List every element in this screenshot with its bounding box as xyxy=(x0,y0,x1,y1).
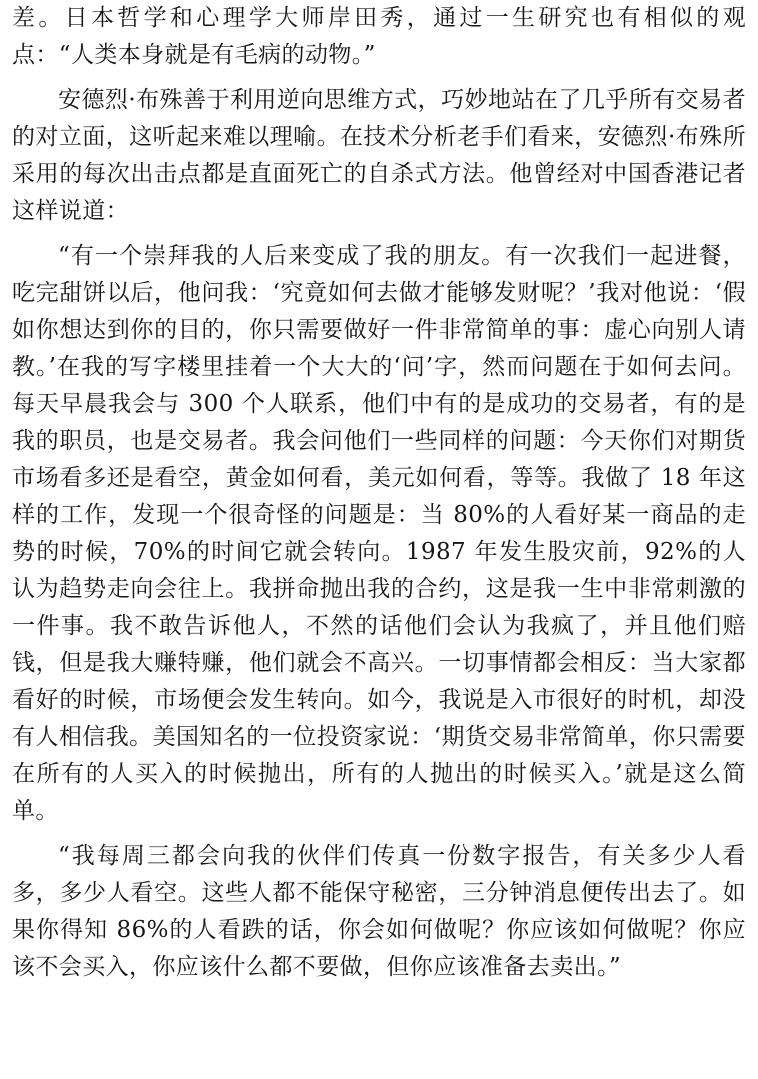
paragraph-gap xyxy=(12,230,746,238)
paragraph-gap xyxy=(12,74,746,82)
paragraph-quote-main: “有一个崇拜我的人后来变成了我的朋友。有一次我们一起进餐，吃完甜饼以后，他问我：‘究竟如何去做才能够发财呢？’我对他说：‘假如你想达到你的目的，你只需要做好一件非常简单的事：虚心向别人请教。’在我的写字楼里挂着一个大大的‘问’字，然而问题在于如何去问。每天早晨我会与 300 个人联系，他们中有的是成功的交易者，有的是我的职员，也是交易者。我会问他们一些同样的问题：今天你们对期货市场看多还是看空，黄金如何看，美元如何看，等等。我做了 18 年这样的工作，发现一个很奇怪的问题是：当 80%的人看好某一商品的走势的时候，70%的时间它就会转向。1987 年发生股灾前，92%的人认为趋势走向会往上。我拼命抛出我的合约，这是我一生中非常刺激的一件事。我不敢告诉他人，不然的话他们会认为我疯了，并且他们赔钱，但是我大赚特赚，他们就会不高兴。一切事情都会相反：当大家都看好的时候，市场便会发生转向。如今，我说是入市很好的时机，却没有人相信我。美国知名的一位投资家说：‘期货交易非常简单，你只需要在所有的人买入的时候抛出，所有的人抛出的时候买入。’就是这么简单。 xyxy=(12,243,746,824)
paragraph-andre-bush-intro: 安德烈·布殊善于利用逆向思维方式，巧妙地站在了几乎所有交易者的对立面，这听起来难以理喻。在技术分析老手们看来，安德烈·布殊所采用的每次出击点都是直面死亡的自杀式方法。他曾经对中国香港记者这样说道： xyxy=(12,87,746,224)
paragraph-continuation: 差。日本哲学和心理学大师岸田秀，通过一生研究也有相似的观点：“人类本身就是有毛病的动物。” xyxy=(12,5,746,68)
paragraph-quote-weekly-report: “我每周三都会向我的伙伴们传真一份数字报告，有关多少人看多，多少人看空。这些人都不能保守秘密，三分钟消息便传出去了。如果你得知 86%的人看跌的话，你会如何做呢？你应该如何做呢？你应该不会买入，你应该什么都不要做，但你应该准备去卖出。” xyxy=(12,843,746,980)
paragraph-gap xyxy=(12,830,746,838)
